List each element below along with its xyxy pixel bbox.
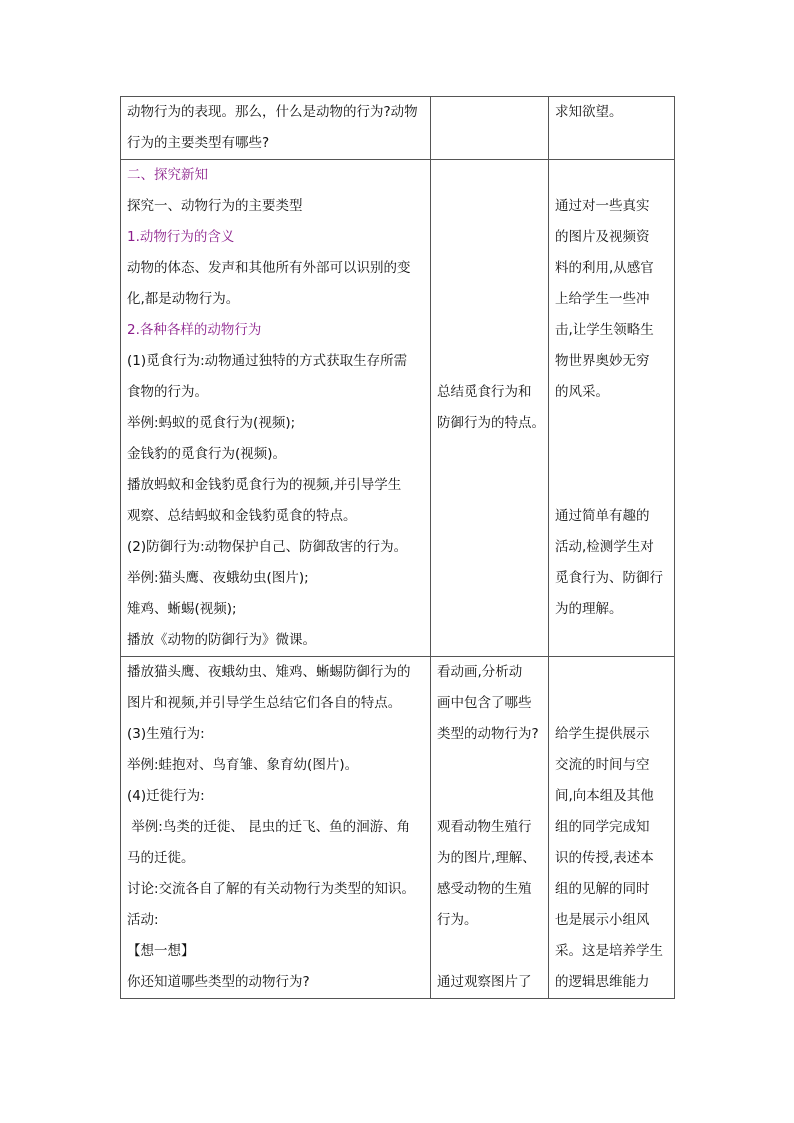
text-line: (2)防御行为:动物保护自己、防御敌害的行为。 (127, 539, 408, 555)
teacher-activity-cell (121, 97, 431, 160)
design-intent-cell (549, 160, 675, 657)
text-line: 防御行为的特点。 (437, 415, 545, 431)
text-line: 行为的主要类型有哪些? (127, 135, 270, 151)
design-intent-cell (549, 657, 675, 999)
student-activity-cell (431, 160, 549, 657)
text-line: 金钱豹的觅食行为(视频)。 (127, 446, 287, 462)
text-line: 的逻辑思维能力 (555, 974, 650, 990)
text-line: 通过观察图片了 (437, 974, 532, 990)
text-line: 识的传授,表述本 (555, 850, 654, 866)
section-heading: 二、探究新知 (127, 167, 208, 183)
text-line: 为的理解。 (555, 601, 623, 617)
text-line: 类型的动物行为? (437, 726, 539, 742)
table-row (121, 160, 675, 657)
text-line: 讨论:交流各自了解的有关动物行为类型的知识。 (127, 881, 416, 897)
text-line: 举例:猫头鹰、夜蛾幼虫(图片); (127, 570, 309, 586)
text-line: 组的同学完成知 (555, 819, 650, 835)
student-activity-cell (431, 97, 549, 160)
text-line: 总结觅食行为和 (437, 384, 532, 400)
teacher-activity-cell (121, 160, 431, 657)
text-line: (3)生殖行为: (127, 726, 205, 742)
teacher-activity-cell (121, 657, 431, 999)
explore-heading: 探究一、动物行为的主要类型 (127, 198, 303, 214)
text-line: 播放蚂蚁和金钱豹觅食行为的视频,并引导学生 (127, 477, 402, 493)
lesson-plan-table (120, 96, 675, 999)
text-line: 动物的体态、发声和其他所有外部可以识别的变 (127, 260, 411, 276)
text-line: 为的图片,理解、 (437, 850, 536, 866)
text-line: 物世界奥妙无穷 (555, 353, 650, 369)
text-line: 雉鸡、蜥蜴(视频); (127, 601, 237, 617)
text-line: 举例:鸟类的迁徙、 昆虫的迁飞、鱼的洄游、角 (127, 819, 411, 835)
text-line: 举例:蛙抱对、鸟育雏、象育幼(图片)。 (127, 757, 359, 773)
text-line: 采。这是培养学生 (555, 943, 663, 959)
text-line: 的图片及视频资 (555, 229, 650, 245)
text-line: 画中包含了哪些 (437, 695, 532, 711)
design-intent-cell (549, 97, 675, 160)
text-line: 播放《动物的防御行为》微课。 (127, 632, 316, 648)
subsection-heading: 1.动物行为的含义 (127, 229, 235, 245)
text-line: (1)觅食行为:动物通过独特的方式获取生存所需 (127, 353, 408, 369)
text-line: 活动: (127, 912, 159, 928)
text-line: 通过对一些真实 (555, 198, 650, 214)
text-line: 化,都是动物行为。 (127, 291, 240, 307)
text-line: 料的利用,从感官 (555, 260, 654, 276)
text-line: 举例:蚂蚁的觅食行为(视频); (127, 415, 296, 431)
text-line: 组的见解的同时 (555, 881, 650, 897)
text-line: 看动画,分析动 (437, 664, 523, 680)
text-line: 击,让学生领略生 (555, 322, 654, 338)
text-line: 观看动物生殖行 (437, 819, 532, 835)
text-line: 图片和视频,并引导学生总结它们各自的特点。 (127, 695, 402, 711)
text-line: 观察、总结蚂蚁和金钱豹觅食的特点。 (127, 508, 357, 524)
text-line: 的风采。 (555, 384, 609, 400)
text-line: 马的迁徙。 (127, 850, 195, 866)
text-line: 活动,检测学生对 (555, 539, 654, 555)
text-line: 也是展示小组风 (555, 912, 650, 928)
text-line: 给学生提供展示 (555, 726, 650, 742)
text-line: (4)迁徙行为: (127, 788, 205, 804)
text-line: 通过简单有趣的 (555, 508, 650, 524)
text-line: 你还知道哪些类型的动物行为? (127, 974, 310, 990)
table-row (121, 657, 675, 999)
text-line: 动物行为的表现。那么，什么是动物的行为?动物 (127, 104, 418, 120)
table-row (121, 97, 675, 160)
subsection-heading: 2.各种各样的动物行为 (127, 322, 262, 338)
text-line: 播放猫头鹰、夜蛾幼虫、雉鸡、蜥蜴防御行为的 (127, 664, 411, 680)
text-line: 【想一想】 (127, 943, 195, 959)
text-line: 食物的行为。 (127, 384, 208, 400)
text-line: 上给学生一些冲 (555, 291, 650, 307)
text-line: 觅食行为、防御行 (555, 570, 663, 586)
text-line: 交流的时间与空 (555, 757, 650, 773)
student-activity-cell (431, 657, 549, 999)
text-line: 感受动物的生殖 (437, 881, 532, 897)
text-line: 间,向本组及其他 (555, 788, 654, 804)
text-line: 求知欲望。 (555, 104, 623, 120)
text-line: 行为。 (437, 912, 478, 928)
